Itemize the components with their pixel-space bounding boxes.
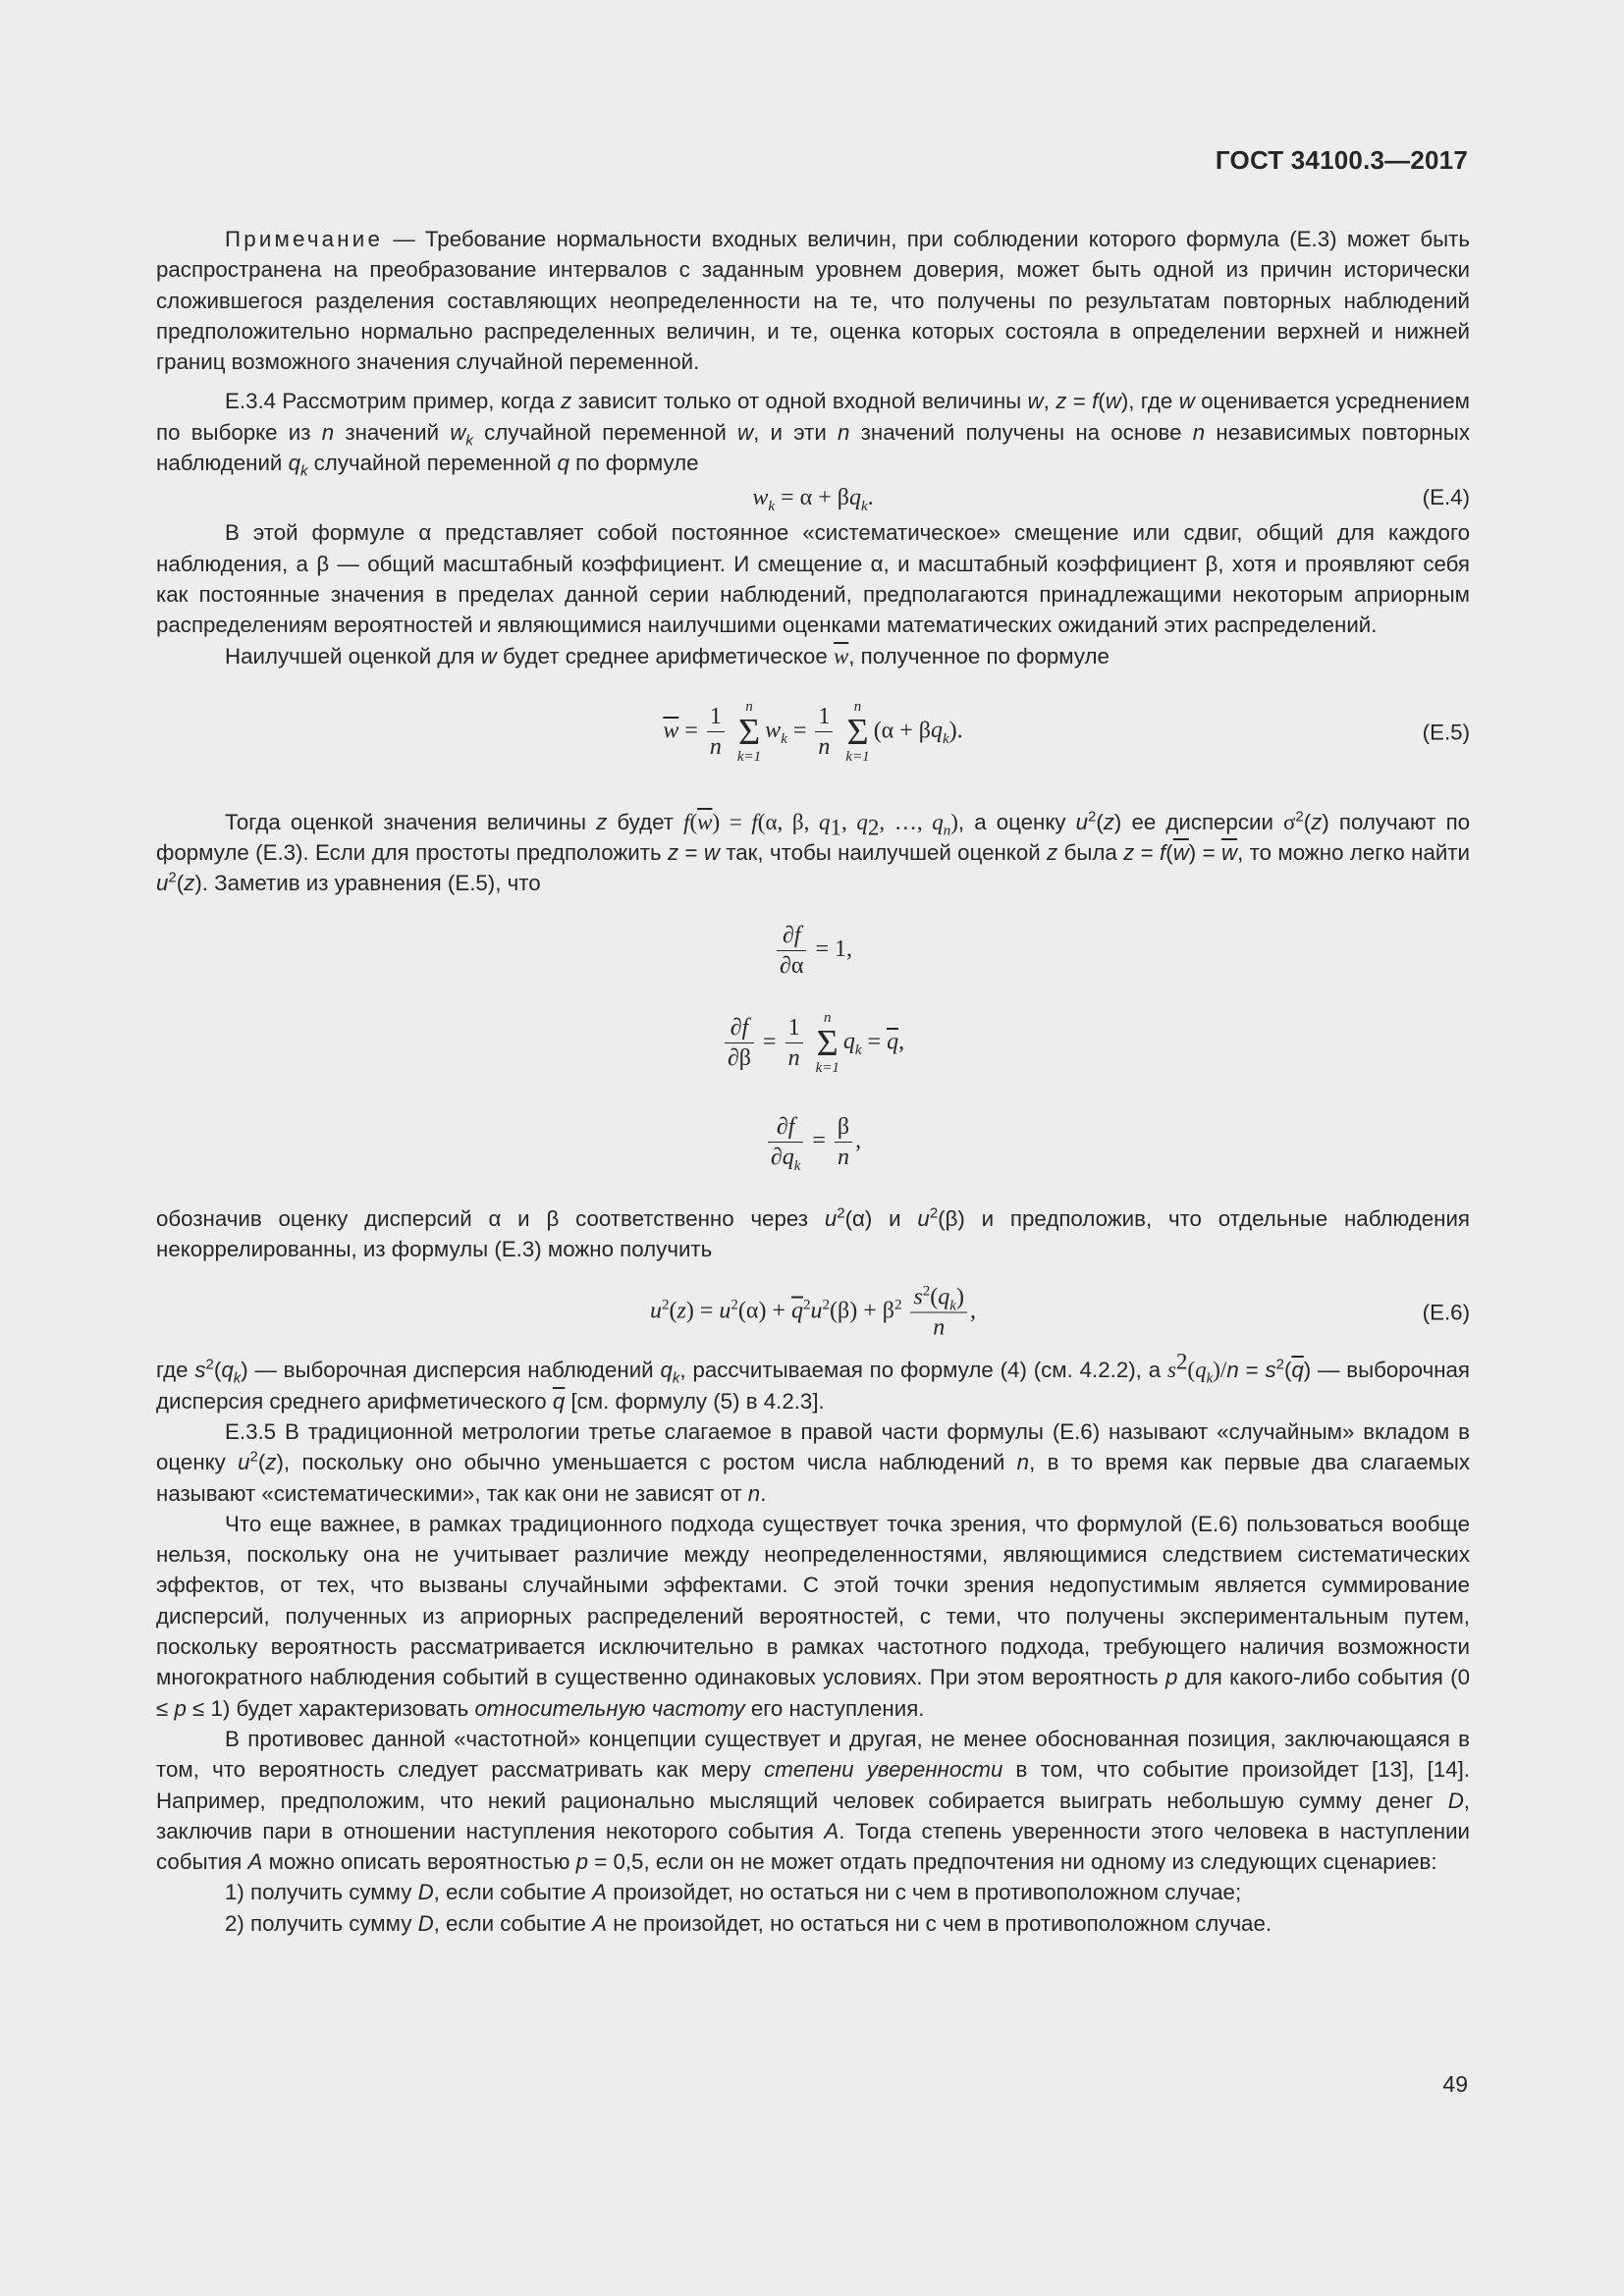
text-run: будет <box>607 809 684 834</box>
formula-dfdb: $\frac{\partial f}{\partial\beta}$ = $\frac{1}{n}$ n Σ k=1 $q_k = \overline{q}$, <box>156 989 1470 1097</box>
text-run: ее дисперсии <box>1121 809 1283 834</box>
text-run: обозначив оценку дисперсий α и β соответственно через <box>156 1205 825 1231</box>
var-wk: $w_k$ <box>450 419 473 450</box>
text-run: где <box>156 1358 195 1383</box>
var-w-bar: $\overline{w}$ <box>833 643 849 668</box>
text-run: ≤ 1) будет характеризовать <box>186 1695 475 1721</box>
text-run: не произойдет, но остаться ни с чем в противоположном случае. <box>607 1910 1272 1936</box>
expr-u2-alpha: u <box>824 1205 838 1231</box>
text-run: в том, что событие произойдет [13], [14]. Например, предположим, что некий рационально мыслящий человек собирается выиграть небольшую сумму денег <box>156 1757 1470 1813</box>
var-n: n <box>321 419 335 445</box>
var-z: z <box>1056 389 1067 414</box>
text-run: значений <box>334 419 451 445</box>
paragraph-e35-intro: Е.3.5 В традиционной метрологии третье слагаемое в правой части формулы (Е.6) называют «случайным» вкладом в оценку $u^2(z)$, поскольку оно обычно уменьшается с ростом числа наблюдений n, в то время как первые два слагаемых называют «систематическими», так как они не зависят от n. <box>156 1418 1470 1506</box>
expr-u2-z: u <box>1075 809 1088 834</box>
text-run: будет среднее арифметическое <box>496 643 834 668</box>
text-run: , где <box>1128 389 1179 414</box>
text-run: независимых повторных наблюдений <box>156 419 1470 476</box>
text-run: , а оценку <box>957 809 1076 834</box>
var-p: p <box>575 1849 589 1875</box>
text-run: В противовес данной «частотной» концепции существует и другая, не менее обоснованная позиция, заключающаяся в том, что вероятность следует рассматривать как меру <box>156 1726 1470 1783</box>
formula-e5-number: (Е.5) <box>1422 720 1470 745</box>
text-run: так, чтобы наилучшей оценкой <box>719 840 1048 866</box>
text-run: , в то время как первые два слагаемых называют «систематическими», так как они не зависят от <box>156 1450 1470 1506</box>
var-A: A <box>247 1849 263 1875</box>
list-item <box>156 1908 1470 1939</box>
var-qk: $q_k$ <box>288 451 308 480</box>
text-run: , заключив пари в отношении наступления некоторого события <box>156 1788 1470 1843</box>
section-e35-label: Е.3.5 <box>225 1418 277 1444</box>
var-w: w <box>1178 389 1195 414</box>
text-run: получают по формуле (Е.3). Если для простоты предположить <box>156 809 1471 866</box>
formula-e4-number: (Е.4) <box>1422 485 1470 510</box>
var-A: A <box>592 1910 608 1936</box>
section-e34-label: Е.3.4 <box>225 389 277 414</box>
var-D: D <box>417 1910 434 1936</box>
text-run: , то можно легко найти <box>1237 840 1470 866</box>
text-run: , если событие <box>433 1880 593 1905</box>
var-A: A <box>824 1818 839 1843</box>
document-header: ГОСТ 34100.3—2017 <box>1215 145 1468 175</box>
text-run: Тогда оценкой значения величины <box>225 809 597 834</box>
text-run: . <box>760 1480 767 1506</box>
text-run: [см. формулу (5) в 4.2.3]. <box>565 1388 825 1414</box>
list-item <box>156 1877 1470 1907</box>
text-run: его наступления. <box>744 1695 925 1721</box>
text-run: 1) получить сумму <box>225 1880 418 1905</box>
text-run: случайной переменной <box>307 451 558 476</box>
formula-dfda: $\frac{\partial f}{\partial\alpha}$ = 1, <box>156 909 1470 989</box>
formula-e6 <box>156 1270 1470 1355</box>
var-D: D <box>1447 1788 1464 1813</box>
text-run: и предположив, что отдельные наблюдения некоррелированны, из формулы (Е.3) можно получить <box>156 1205 1470 1262</box>
var-n: n <box>747 1480 761 1506</box>
var-w: w <box>1027 389 1044 414</box>
note-text: — Требование нормальности входных величин, при соблюдении которого формула (Е.3) может быть распространена на преобразование интервалов с заданным уровнем доверия, может быть одной из причин исторически сложившегося разделения составляющих неопределенности на те, что получены по результатам повторных наблюдений предположительно нормально распределенных величин, и те, оценка которых состояла в определении верхней и нижней границ возможного значения случайной переменной. <box>156 227 1470 375</box>
paragraph-e34-variance: обозначив оценку дисперсий α и β соответственно через $u^2(\alpha)$ и $u^2(\beta)$ и предположив, что отдельные наблюдения некоррелированны, из формулы (Е.3) можно получить <box>156 1204 1470 1262</box>
var-z: z <box>1047 840 1058 866</box>
formula-e5 <box>156 677 1470 787</box>
var-D: D <box>417 1880 434 1905</box>
text-run: для какого-либо события (0 ≤ <box>156 1665 1470 1721</box>
var-A: A <box>592 1880 608 1905</box>
text-run: случайной переменной <box>472 419 738 445</box>
var-p: p <box>1164 1665 1178 1690</box>
var-w: w <box>480 643 497 668</box>
text-run: В традиционной метрологии третье слагаемое в правой части формулы (Е.6) называют «случайным» вкладом в оценку <box>156 1418 1470 1475</box>
formula-e5-expression: $\overline{w}$ = $\frac{1}{n}$ n Σ k=1 $w_k$ = $\frac{1}{n}$ n Σ k=1 $(\alpha + \beta q_k)$. <box>663 698 963 765</box>
var-n: n <box>1192 419 1206 445</box>
var-p: p <box>174 1695 187 1721</box>
note-paragraph <box>156 224 1470 377</box>
text-run: — выборочная дисперсия наблюдений <box>247 1358 661 1383</box>
text-run: была <box>1057 840 1124 866</box>
text-run: значений получены на основе <box>849 419 1193 445</box>
text-run: . Заметив из уравнения (Е.5), что <box>201 871 541 896</box>
text-run: оценивается усреднением по выборке из <box>156 389 1470 445</box>
page-number: 49 <box>1442 2071 1468 2097</box>
page-content <box>156 224 1470 1939</box>
paragraph-e34-intro: Е.3.4 Рассмотрим пример, когда z зависит только от одной входной величины w, z = f(w), где w оценивается усреднением по выборке из n значений $w_k$ случайной переменной w, и эти n значений получены на основе n независимых повторных наблюдений $q_k$ случайной переменной q по формуле <box>156 389 1470 480</box>
expr-u2-z: u <box>238 1450 250 1475</box>
expr-f-of-w: f <box>1092 389 1099 414</box>
text-run: произойдет, но остаться ни с чем в противоположном случае; <box>607 1880 1242 1905</box>
text-run: . Тогда степень уверенности этого человека в наступлении события <box>156 1818 1470 1875</box>
text-run-italic: степени уверенности <box>764 1757 1003 1783</box>
var-z: z <box>561 389 572 414</box>
text-run: — выборочная дисперсия среднего арифметического <box>156 1358 1470 1414</box>
formula-e4-expression: $w_k = \alpha + \beta q_k$. <box>752 485 874 515</box>
text-run: , полученное по формуле <box>848 643 1110 668</box>
text-run: зависит только от одной входной величины <box>571 389 1028 414</box>
var-z: z <box>596 809 608 834</box>
text-run: , рассчитываемая по формуле (4) (см. 4.2.2), а <box>679 1358 1167 1383</box>
paragraph-e35-frequency <box>156 1509 1470 1724</box>
text-run: Рассмотрим пример, когда <box>276 389 562 414</box>
var-n: n <box>838 419 850 445</box>
formula-e6-number: (Е.6) <box>1422 1300 1470 1325</box>
var-z: z <box>667 840 679 866</box>
var-q: q <box>557 451 569 476</box>
expr-s2-qk-over-n: s <box>1166 1358 1176 1383</box>
text-run: по формуле <box>568 451 699 476</box>
text-run: , поскольку оно обычно уменьшается с ростом числа наблюдений <box>283 1450 1017 1475</box>
text-run: , если событие <box>433 1910 593 1936</box>
paragraph-e34-estimate-z: Тогда оценкой значения величины z будет $f(\overline{w}) = f(\alpha$, β, $q_1$, $q_2$, …, $q_n$), а оценку $u^2(z)$ ее дисперсии $\sigma^2(z)$ получают по формуле (Е.3). Если для простоты предположить z = w так, чтобы наилучшей оценкой z была $z = f(\overline{w}) = \overline{w}$, то можно легко найти $u^2(z)$. Заметив из уравнения (Е.5), что <box>156 808 1471 896</box>
expr-f-of-wbar: f <box>683 809 690 834</box>
formula-dfdqk: $\frac{\partial f}{\partial q_k}$ = $\frac{\beta}{n}$ , <box>156 1097 1470 1184</box>
text-run: можно описать вероятностью <box>262 1849 576 1875</box>
expr-z-eq-f-wbar: z <box>1123 840 1135 866</box>
note-label: Примечание <box>225 227 384 251</box>
text-run: Что еще важнее, в рамках традиционного подхода существует точка зрения, что формулой (Е.6) пользоваться вообще нельзя, поскольку она не учитывает различие между неопределенностями, являющимися следствием систематических эффектов, от тех, что вызваны случайными эффектами. С этой точки зрения недопустимым является суммирование дисперсий, полученных из априорных распределений вероятностей, с теми, что получены экспериментальным путем, поскольку вероятность рассматривается исключительно в рамках частотного подхода, требующего наличия возможности многократного наблюдения событий в существенно одинаковых условиях. При этом вероятность <box>156 1511 1470 1690</box>
formula-e4 <box>156 478 1470 517</box>
expr-s2-qk: s <box>194 1358 206 1383</box>
paragraph-e34-alpha-beta: В этой формуле α представляет собой постоянное «систематическое» смещение или сдвиг, общий для каждого наблюдения, а β — общий масштабный коэффициент. И смещение α, и масштабный коэффициент β, хотя и проявляют себя как постоянные значения в пределах данной серии наблюдений, предполагаются принадлежащими некоторым априорным распределениям вероятностей и являющимися наилучшими оценками математических ожиданий этих распределений. <box>156 520 1470 638</box>
expr-sigma2-z: σ <box>1283 809 1296 834</box>
text-run: = 0,5, если он не может отдать предпочтения ни одному из следующих сценариев: <box>588 1849 1437 1875</box>
expr-u2-z: u <box>156 871 169 896</box>
paragraph-e34-best-estimate <box>156 641 1470 671</box>
var-w: w <box>703 840 720 866</box>
expr-u2-beta: u <box>917 1205 930 1231</box>
text-run: 2) получить сумму <box>225 1910 418 1936</box>
text-run: и <box>872 1205 918 1231</box>
var-qk: $q_k$ <box>660 1358 680 1387</box>
paragraph-e35-belief <box>156 1724 1470 1877</box>
var-w: w <box>1105 389 1121 414</box>
var-q-bar: $\overline{q}$ <box>552 1388 566 1414</box>
var-n: n <box>1016 1450 1030 1475</box>
text-run: Наилучшей оценкой для <box>225 643 481 668</box>
text-run-italic: относительную частоту <box>474 1695 745 1721</box>
text-run: , и эти <box>753 419 839 445</box>
formula-e6-expression: $u^2(z) = u^2(\alpha) + \overline{q}^2u^2(\beta) + \beta^2$ $\frac{s^2(q_k)}{n}$ , <box>650 1283 976 1341</box>
paragraph-e34-sample-variance: где $s^2(q_k)$ — выборочная дисперсия наблюдений $q_k$, рассчитываемая по формуле (4) (см. 4.2.2), а $s^2(q_k)/n = s^2(\overline{q})$ — выборочная дисперсия среднего арифметического $\overline{q}$ [см. формулу (5) в 4.2.3]. <box>156 1349 1470 1414</box>
var-w: w <box>737 419 754 445</box>
